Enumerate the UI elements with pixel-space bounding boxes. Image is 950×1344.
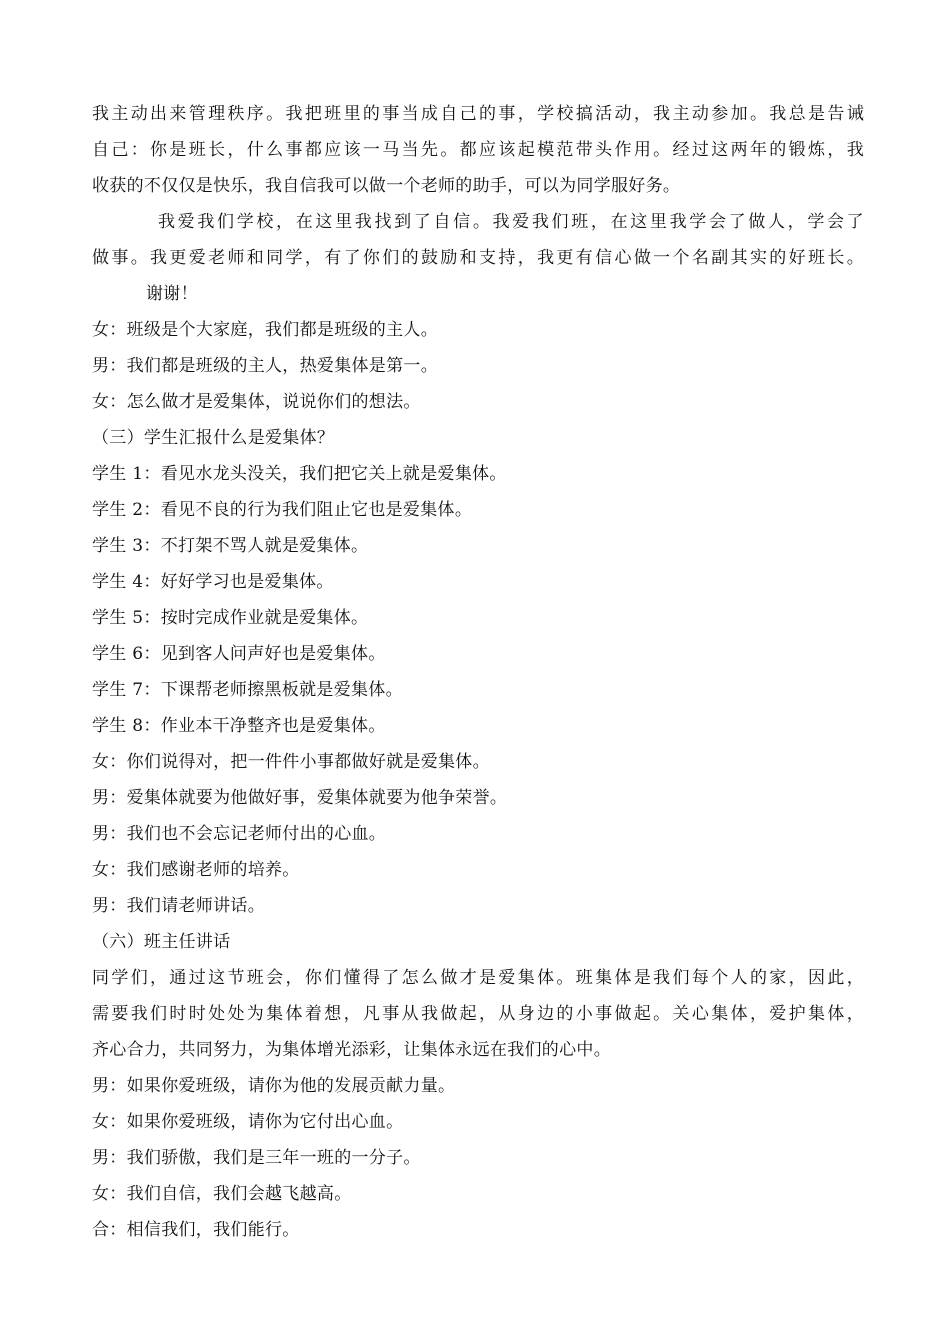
dialogue-line: 女：怎么做才是爱集体，说说你们的想法。 (92, 392, 421, 412)
document-body (92, 96, 864, 1248)
student-line: 学生 5：按时完成作业就是爱集体。 (92, 608, 369, 628)
dialogue-line: 女：你们说得对，把一件件小事都做好就是爱集体。 (92, 752, 490, 772)
student-line: 学生 1：看见水龙头没关，我们把它关上就是爱集体。 (92, 464, 507, 484)
paragraph-line: 我爱我们学校，在这里我找到了自信。我爱我们班，在这里我学会了做人，学会了 (158, 212, 864, 232)
thanks-line: 谢谢！ (146, 284, 198, 304)
paragraph-line: 自己：你是班长，什么事都应该一马当先。都应该起模范带头作用。经过这两年的锻炼，我 (92, 140, 864, 160)
dialogue-line: 男：我们也不会忘记老师付出的心血。 (92, 824, 387, 844)
section-heading: （六）班主任讲话 (92, 932, 231, 952)
dialogue-line: 女：我们自信，我们会越飞越高。 (92, 1184, 352, 1204)
dialogue-line: 男：我们请老师讲话。 (92, 896, 265, 916)
dialogue-line: 女：我们感谢老师的培养。 (92, 860, 300, 880)
dialogue-line: 合：相信我们，我们能行。 (92, 1220, 300, 1240)
dialogue-line: 男：爱集体就要为他做好事，爱集体就要为他争荣誉。 (92, 788, 508, 808)
paragraph-line: 需要我们时时处处为集体着想，凡事从我做起，从身边的小事做起。关心集体，爱护集体， (92, 1004, 864, 1024)
dialogue-line: 男：我们都是班级的主人，热爱集体是第一。 (92, 356, 438, 376)
dialogue-line: 女：如果你爱班级，请你为它付出心血。 (92, 1112, 404, 1132)
dialogue-line: 男：我们骄傲，我们是三年一班的一分子。 (92, 1148, 421, 1168)
paragraph-line: 齐心合力，共同努力，为集体增光添彩，让集体永远在我们的心中。 (92, 1040, 611, 1060)
paragraph-line: 我主动出来管理秩序。我把班里的事当成自己的事，学校搞活动，我主动参加。我总是告诫 (92, 104, 864, 124)
student-line: 学生 3：不打架不骂人就是爱集体。 (92, 536, 369, 556)
student-line: 学生 8：作业本干净整齐也是爱集体。 (92, 716, 386, 736)
student-line: 学生 2：看见不良的行为我们阻止它也是爱集体。 (92, 500, 473, 520)
student-line: 学生 7：下课帮老师擦黑板就是爱集体。 (92, 680, 403, 700)
paragraph-line: 做事。我更爱老师和同学，有了你们的鼓励和支持，我更有信心做一个名副其实的好班长。 (92, 248, 864, 268)
dialogue-line: 男：如果你爱班级，请你为他的发展贡献力量。 (92, 1076, 456, 1096)
student-line: 学生 6：见到客人问声好也是爱集体。 (92, 644, 386, 664)
section-heading: （三）学生汇报什么是爱集体？ (92, 428, 335, 448)
paragraph-line: 收获的不仅仅是快乐，我自信我可以做一个老师的助手，可以为同学服好务。 (92, 176, 681, 196)
student-line: 学生 4：好好学习也是爱集体。 (92, 572, 334, 592)
dialogue-line: 女：班级是个大家庭，我们都是班级的主人。 (92, 320, 438, 340)
paragraph-line: 同学们，通过这节班会，你们懂得了怎么做才是爱集体。班集体是我们每个人的家，因此， (92, 968, 864, 988)
